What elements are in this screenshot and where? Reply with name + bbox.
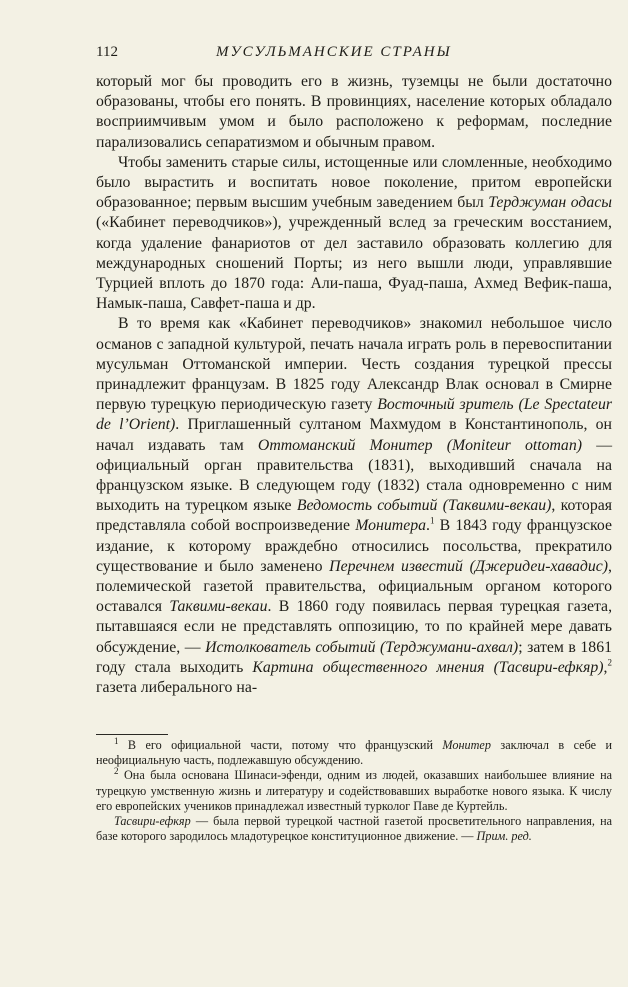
footnote-marker: 1 — [114, 735, 119, 746]
paragraph-2 — [96, 153, 612, 315]
footnote-divider — [96, 734, 168, 735]
text-run: . Приглашенный султаном Махмудом в Константинополь, он начал издавать там — [96, 416, 612, 454]
footnote-editor-note — [96, 814, 612, 844]
italic-title: Монитера — [355, 517, 427, 535]
italic-title: Тасвири-ефкяр — [114, 814, 191, 829]
footnote-marker: 2 — [607, 657, 612, 668]
italic-title: Картина общественного мнения (Тасвири-ефкяр) — [252, 658, 604, 676]
italic-title: Таквими-векаи — [169, 598, 268, 616]
paragraph-1 — [96, 72, 612, 153]
text-run: («Кабинет переводчиков»), учрежденный вслед за греческим восстанием, когда удаление фанариотов от дел заставило образовать коллегию для международных сношений Порты; из него вышли люди, управлявшие Турцией вплоть до 1870 года: Али-паша, Фуад-паша, Ахмед Вефик-паша, Намык-паша, Савфет-паша и др. — [96, 214, 612, 313]
italic-title: Оттоманский Монитер (Moniteur ottoman) — [257, 436, 582, 454]
text-run: , — [603, 658, 608, 676]
text-run: В 1843 году французское издание, к которому враждебно относились посольства, прекратило существование и было заменено — [96, 517, 612, 575]
italic-title: Восточный зритель (Le Spectateur de l’Orient) — [96, 396, 612, 434]
text-run: , которая представляла собой воспроизведение — [96, 497, 612, 535]
text-run: , полемической газетой правительства, официальным органом которого оставался — [96, 557, 612, 616]
text-run: Она была основана Шинаси-эфенди, одним из людей, оказавших наибольшее влияние на турецкую умственную жизнь и литературу и содействовавших выработке нового языка. К числу его европейских учеников принадлежал известный турколог Паве де Куртейль. — [96, 768, 612, 813]
text-run: В его официальной части, потому что французский — [118, 738, 443, 752]
italic-title: Прим. ред. — [476, 829, 532, 844]
page-header — [96, 44, 588, 64]
footnote-1 — [96, 735, 612, 768]
text-run: ; затем в 1861 году стала выходить — [96, 638, 612, 676]
italic-title: Перечнем известий (Джеридеи-хавадис) — [329, 557, 609, 575]
text-run: газета либерального на- — [96, 679, 258, 697]
italic-title: Истолкователь событий (Терджумани-ахвал) — [205, 638, 519, 656]
text-run: — официальный орган правительства (1831), выходивший сначала на французском языке. В следующем году (1832) стала одновременно с ним выходить на турецком языке — [96, 436, 612, 515]
italic-title: Монитер — [442, 738, 491, 752]
text-run: — была первой турецкой частной газетой просветительного направления, на базе которого зародилось младотурецкое конституционное движение. — — [96, 814, 612, 844]
text-run: . — [426, 517, 430, 535]
footnotes — [96, 735, 612, 844]
running-title: МУСУЛЬМАНСКИЕ СТРАНЫ — [216, 44, 452, 60]
text-run: заключал в себе и неофициальную часть, подлежавшую обсуждению. — [96, 738, 612, 768]
text-run: В то время как «Кабинет переводчиков» знакомил небольшое число османов с западной культурой, печать начала играть роль в перевоспитании мусульман Оттоманской империи. Честь создания турецкой прессы принадлежит французам. В 1825 году Александр Влак основал в Смирне первую турецкую периодическую газету — [96, 315, 612, 414]
text-run: Чтобы заменить старые силы, истощенные или сломленные, необходимо было вырастить и воспитать новое поколение, притом европейски образованное; первым высшим учебным заведением был — [96, 153, 612, 212]
main-text — [96, 72, 612, 698]
footnote-2 — [96, 768, 612, 814]
paragraph-3 — [96, 314, 612, 698]
footnote-marker: 1 — [429, 516, 435, 527]
page-number: 112 — [96, 44, 118, 60]
italic-title: Ведомость событий (Таквими-векаи) — [296, 497, 552, 515]
text-run: . В 1860 году появилась первая турецкая газета, пытавшаяся если не представлять оппозицию, то по крайней мере давать обсуждение, — — [96, 598, 613, 656]
text-run: который мог бы проводить его в жизнь, туземцы не были достаточно образованы, чтобы его понять. В провинциях, население которых обладало восприимчивым умом и было расположено к реформам, последние парализовались сепаратизмом и обычным правом. — [96, 73, 612, 151]
italic-title: Терджуман одасы — [488, 194, 612, 212]
footnote-marker: 2 — [114, 766, 119, 777]
